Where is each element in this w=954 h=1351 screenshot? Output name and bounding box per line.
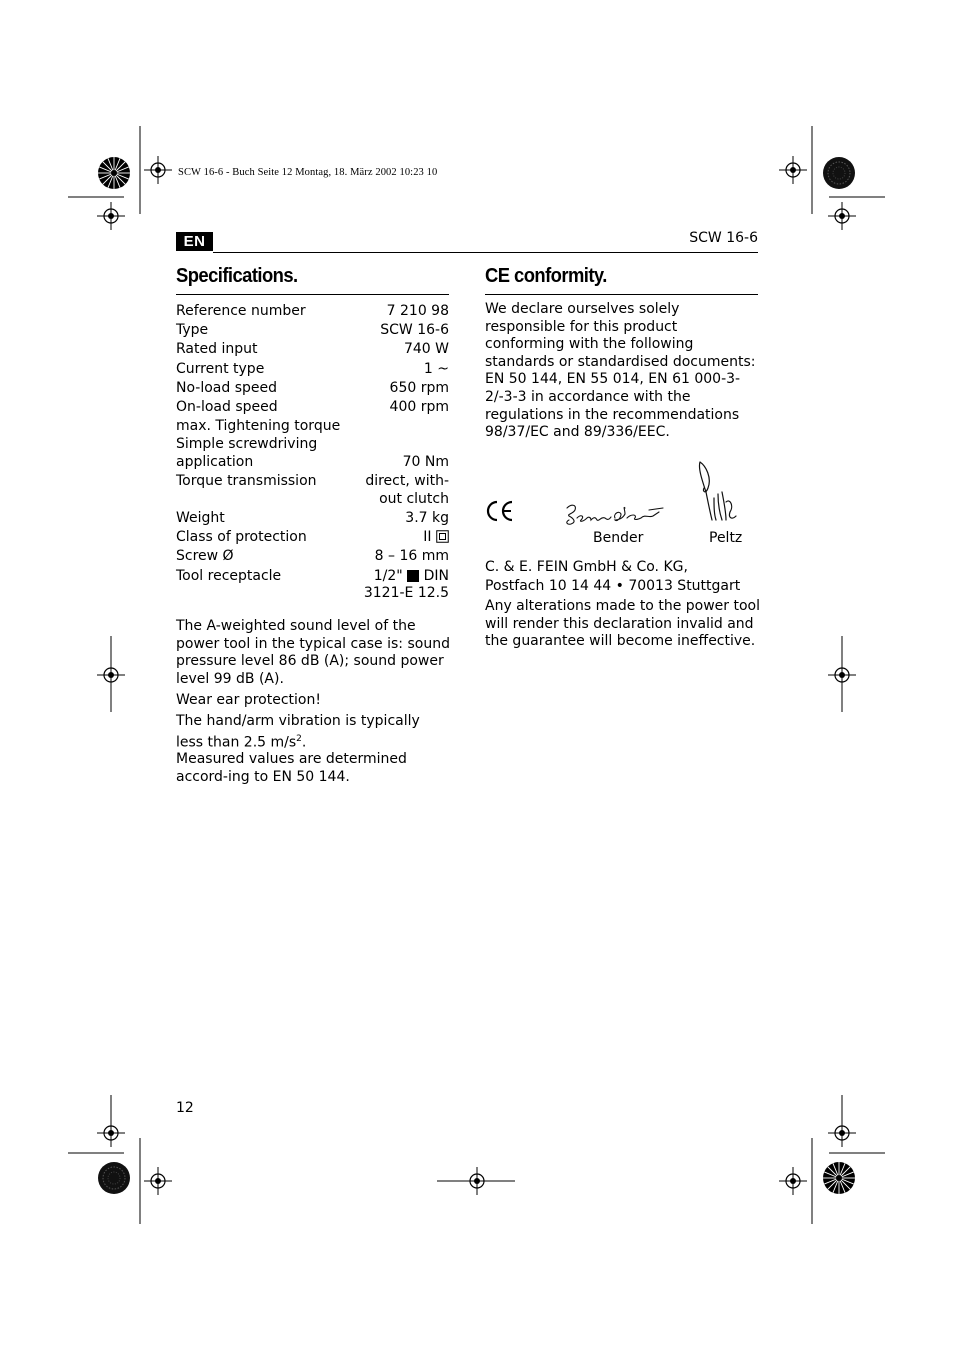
spec-value: II: [423, 529, 432, 545]
spec-row: [176, 380, 449, 399]
signature-name-peltz: Peltz: [709, 530, 743, 546]
specifications-heading: Specifications.: [176, 265, 298, 287]
spec-row: [176, 454, 449, 473]
spec-label: Rated input: [176, 341, 258, 357]
spec-label: No-load speed: [176, 380, 278, 396]
spec-label: On-load speed: [176, 399, 278, 415]
specifications-rule: [176, 294, 449, 295]
spec-label: Current type: [176, 361, 265, 377]
language-badge: EN: [176, 232, 213, 251]
spec-value-protection: [423, 529, 449, 547]
ce-conformity-heading: CE conformity.: [485, 265, 607, 287]
spec-label: Torque transmission: [176, 473, 317, 489]
spec-label: Simple screwdriving: [176, 436, 318, 452]
spec-value: direct, with-: [365, 473, 449, 489]
spec-row: [176, 585, 449, 604]
spec-label: application: [176, 454, 254, 470]
spec-label: max. Tightening torque: [176, 418, 341, 434]
alterations-paragraph: Any alterations made to the power tool will render this declaration invalid and the guarantee will become ineffective.: [485, 598, 760, 650]
spec-row: [176, 361, 449, 380]
spec-value: 400 rpm: [389, 399, 449, 415]
spec-row: [176, 322, 449, 341]
spec-label: Weight: [176, 510, 225, 526]
ce-conformity-rule: [485, 294, 758, 295]
spec-value: 70 Nm: [402, 454, 449, 470]
spec-value: out clutch: [379, 491, 449, 507]
peltz-signature: [696, 458, 742, 524]
sound-level-paragraph: The A-weighted sound level of the power tool in the typical case is: sound pressure level 86 dB (A); sound power level 99 dB (A).: [176, 618, 450, 687]
spec-label: Class of protection: [176, 529, 307, 545]
vibration-period: .: [301, 734, 307, 751]
spec-row: [176, 341, 449, 360]
spec-row: [176, 529, 449, 548]
spec-row: [176, 399, 449, 418]
spec-label: Tool receptacle: [176, 568, 282, 584]
spec-row: [176, 548, 449, 567]
spec-row: [176, 436, 449, 455]
specifications-table: [176, 303, 449, 603]
print-info-line: SCW 16-6 - Buch Seite 12 Montag, 18. März 2002 10:23 10: [178, 167, 438, 178]
spec-value: 3.7 kg: [405, 510, 449, 526]
protection-class-icon: [436, 530, 449, 543]
company-address: Postfach 10 14 44 • 70013 Stuttgart: [485, 578, 741, 594]
spec-row: [176, 510, 449, 529]
vibration-superscript: 2: [296, 733, 302, 744]
spec-value: SCW 16-6: [380, 322, 449, 338]
signature-name-bender: Bender: [593, 530, 644, 546]
ce-mark-icon: [486, 500, 514, 522]
spec-value-receptacle: [374, 568, 449, 586]
spec-value: 8 – 16 mm: [374, 548, 449, 564]
spec-value-suffix: DIN: [423, 568, 449, 584]
spec-row: [176, 418, 449, 437]
spec-value: 740 W: [403, 341, 449, 357]
ce-declaration-paragraph: We declare ourselves solely responsible for this product conforming with the following standards or standardised documents: EN 50 144, EN 55 014, EN 61 000-3-2/-3-3 in accordance with the regulations in the recommendations 98/37/EC and 89/336/EEC.: [485, 301, 756, 441]
vibration-text: The hand/arm vibration is typically less than 2.5 m/s: [176, 713, 420, 751]
vibration-paragraph: [176, 713, 451, 752]
model-name: SCW 16-6: [689, 230, 758, 246]
spec-label: Screw Ø: [176, 548, 234, 564]
spec-row: [176, 491, 449, 510]
spec-label: Type: [176, 322, 209, 338]
measurement-paragraph: Measured values are determined accord-ing to EN 50 144.: [176, 751, 407, 785]
spec-value: 3121-E 12.5: [363, 585, 449, 601]
spec-value: 650 rpm: [389, 380, 449, 396]
square-drive-icon: [407, 570, 419, 582]
spec-label: Reference number: [176, 303, 306, 319]
spec-row: [176, 473, 449, 492]
spec-value: 1 ~: [423, 361, 449, 377]
header-rule: [213, 252, 758, 253]
ear-protection-paragraph: Wear ear protection!: [176, 692, 321, 708]
spec-value: 7 210 98: [386, 303, 449, 319]
page-number: 12: [176, 1100, 194, 1116]
spec-row: [176, 303, 449, 322]
company-name: C. & E. FEIN GmbH & Co. KG,: [485, 559, 688, 575]
bender-signature: [563, 500, 667, 530]
spec-value-prefix: 1/2": [373, 568, 403, 584]
